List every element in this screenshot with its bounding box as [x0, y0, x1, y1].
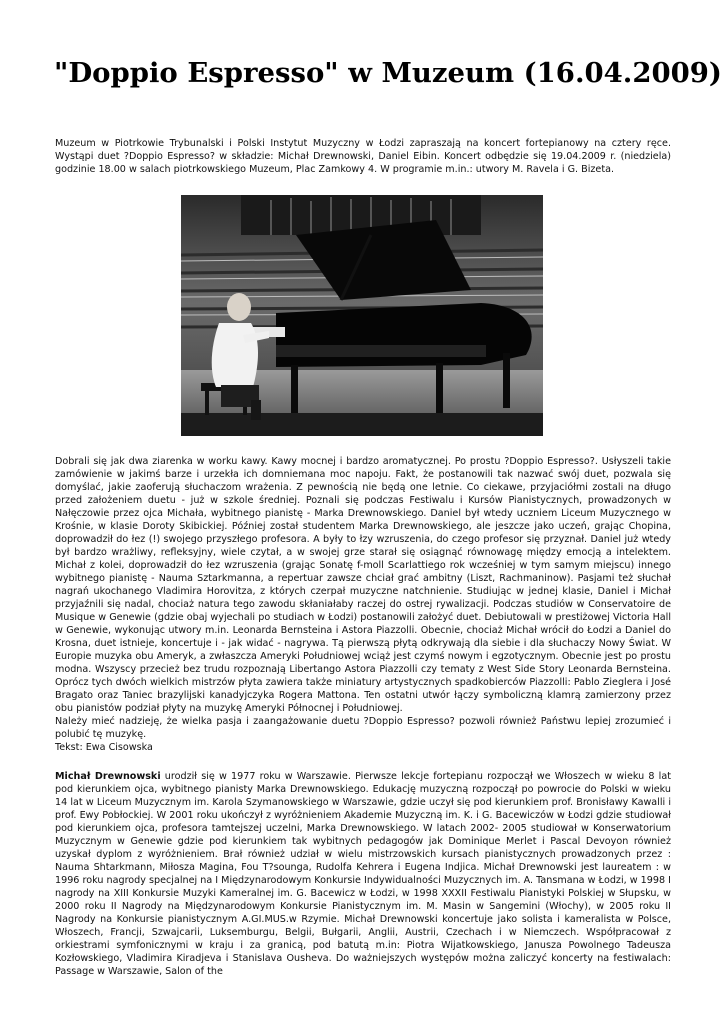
article-body [55, 455, 671, 754]
biography-paragraph [55, 770, 671, 978]
biography-name: Michał Drewnowski [55, 771, 161, 782]
intro-paragraph: Muzeum w Piotrkowie Trybunalski i Polski Instytut Muzyczny w Łodzi zapraszają na koncert fortepianowy na cztery ręce. Wystąpi duet ?Doppio Espresso? w składzie: Michał Drewnowski, Daniel Eibin. Koncert odbędzie się 19.04.2009 r. (niedziela) godzinie 18.00 w salach piotrkowskiego Muzeum, Plac Zamkowy 4. W programie m.in.: utwory M. Ravela i G. Bizeta. [55, 138, 671, 175]
body-paragraph: Dobrali się jak dwa ziarenka w worku kawy. Kawy mocnej i bardzo aromatycznej. Po prostu ?Doppio Espresso?. Usłyszeli takie zamówienie w jakimś barze i urzekła ich domniemana moc napoju. Fakt, że postanowili tak nazwać swój duet, pozwala się domyślać, jakie zaoferują słuchaczom wrażenia. Z pewnością nie będą one letnie. Co ciekawe, przyjaciółmi zostali na długo przed założeniem duetu - już w szkole średniej. Poznali się podczas Festiwalu i Kursów Pianistycznych, prowadzonych w Nałęczowie przez ojca Michała, wybitnego pianistę - Marka Drewnowskiego. Daniel był wtedy uczniem Liceum Muzycznego w Krośnie, w klasie Doroty Skibickiej. Później został studentem Marka Drewnowskiego, ale jeszcze jako uczeń, grając Chopina, doprowadził do łez (!) swojego przyszłego profesora. A były to łzy wzruszenia, do czego profesor się przyznał. Daniel już wtedy był bardzo wrażliwy, refleksyjny, wiele czytał, a w swojej grze starał się osiągnąć równowagę między emocją a intelektem. Michał z kolei, doprowadził do łez wzruszenia (grając Sonatę f-moll Scarlattiego rok wcześniej w tym samym miejscu) innego wybitnego pianistę - Nauma Sztarkmanna, a repertuar zawsze chciał grać ambitny (Liszt, Rachmaninow). Pasjami też słuchał nagrań ukochanego Vladimira Horovitza, z których czerpał muzyczne natchnienie. Studiując w jednej klasie, Daniel i Michał przyjaźnili się nadal, chociaż natura tego zawodu skłaniałaby raczej do ostrej rywalizacji. Podczas studiów w Conservatoire de Musique w Genewie (gdzie obaj wyjechali po studiach w Łodzi) postanowili założyć duet. Debiutowali w prestiżowej Victoria Hall w Genewie, wykonując utwory m.in. Leonarda Bernsteina i Astora Piazzolli. Obecnie, chociaż Michał wrócił do Łodzi a Daniel do Krosna, duet istnieje, koncertuje i - jak widać - nagrywa. Tą pierwszą płytą odkrywają dla siebie i dla słuchaczy Nowy Świat. W Europie muzyka obu Ameryk, a zwłaszcza Ameryki Południowej wciąż jest czymś nowym i egzotycznym. Obecnie jest po prostu modna. Wszyscy przecież bez trudu rozpoznają Libertango Astora Piazzolli czy tematy z West Side Story Leonarda Bernsteina. Oprócz tych dwóch wielkich mistrzów płyta zawiera także miniatury artystycznych spadkobierców Piazzolli: Pablo Zieglera i José Bragato oraz Taniec brazylijski kanadyjczyka Rogera Mattona. Ten ostatni utwór łączy symboliczną klamrą zamierzony przez obu pianistów podział płyty na muzykę Ameryki Północnej i Południowej. [55, 456, 671, 714]
pianist-at-grand-piano-image [181, 195, 543, 436]
body-closing-paragraph: Należy mieć nadzieję, że wielka pasja i zaangażowanie duetu ?Doppio Espresso? pozwoli również Państwu lepiej zrozumieć i polubić tę muzykę. [55, 716, 671, 740]
biography-text: urodził się w 1977 roku w Warszawie. Pierwsze lekcje fortepianu rozpoczął we Włoszech w wieku 8 lat pod kierunkiem ojca, wybitnego pianisty Marka Drewnowskiego. Edukację muzyczną rozpoczął po powrocie do Polski w wieku 14 lat w Liceum Muzycznym im. Karola Szymanowskiego w Warszawie, gdzie uczył się pod kierunkiem prof. Bronisławy Kawalli i prof. Ewy Pobłockiej. W 2001 roku ukończył z wyróżnieniem Akademie Muzyczną im. K. i G. Bacewiczów w Łodzi gdzie studiował pod kierunkiem ojca, profesora tamtejszej uczelni, Marka Drewnowskiego. W latach 2002- 2005 studiował w Konserwatorium Muzycznym w Genewie gdzie pod kierunkiem tak wybitnych pedagogów jak Dominique Merlet i Pascal Devoyon również uzyskał dyplom z wyróżnieniem. Brał również udział w wielu mistrzowskich kursach pianistycznych prowadzonych przez : Nauma Shtarkmann, Miłosza Magina, Fou T?sounga, Rudolfa Kehrera i Eugena Indjica. Michał Drewnowski jest laureatem : w 1996 roku nagrody specjalnej na I Międzynarodowym Konkursie Indywidualności Muzycznych im. A. Tansmana w Łodzi, w 1998 I nagrody na XIII Konkursie Muzyki Kameralnej im. G. Bacewicz w Łodzi, w 1998 XXXII Festiwalu Pianistyki Polskiej w Słupsku, w 2000 roku II Nagrody na Międzynarodowym Konkursie Pianistycznym im. M. Masin w Sangemini (Włochy), w 2005 roku II Nagrody na Konkursie pianistycznym A.GI.MUS.w Rzymie. Michał Drewnowski koncertuje jako solista i kameralista w Polsce, Włoszech, Francji, Szwajcarii, Luksemburgu, Belgii, Bułgarii, Anglii, Austrii, Czechach i w Niemczech. Współpracował z orkiestrami symfonicznymi w kraju i za granicą, pod batutą m.in: Piotra Wijatkowskiego, Janusza Powolnego Tadeusza Kozłowskiego, Vladimira Kiradjeva i Stanislava Ousheva. Do ważniejszych występów można zaliczyć koncerty na festiwalach: Passage w Warszawie, Salon of the [55, 771, 671, 977]
text-credit: Tekst: Ewa Cisowska [55, 742, 153, 753]
pianist-photo [181, 195, 543, 436]
article-title: "Doppio Espresso" w Muzeum (16.04.2009) [54, 57, 722, 89]
